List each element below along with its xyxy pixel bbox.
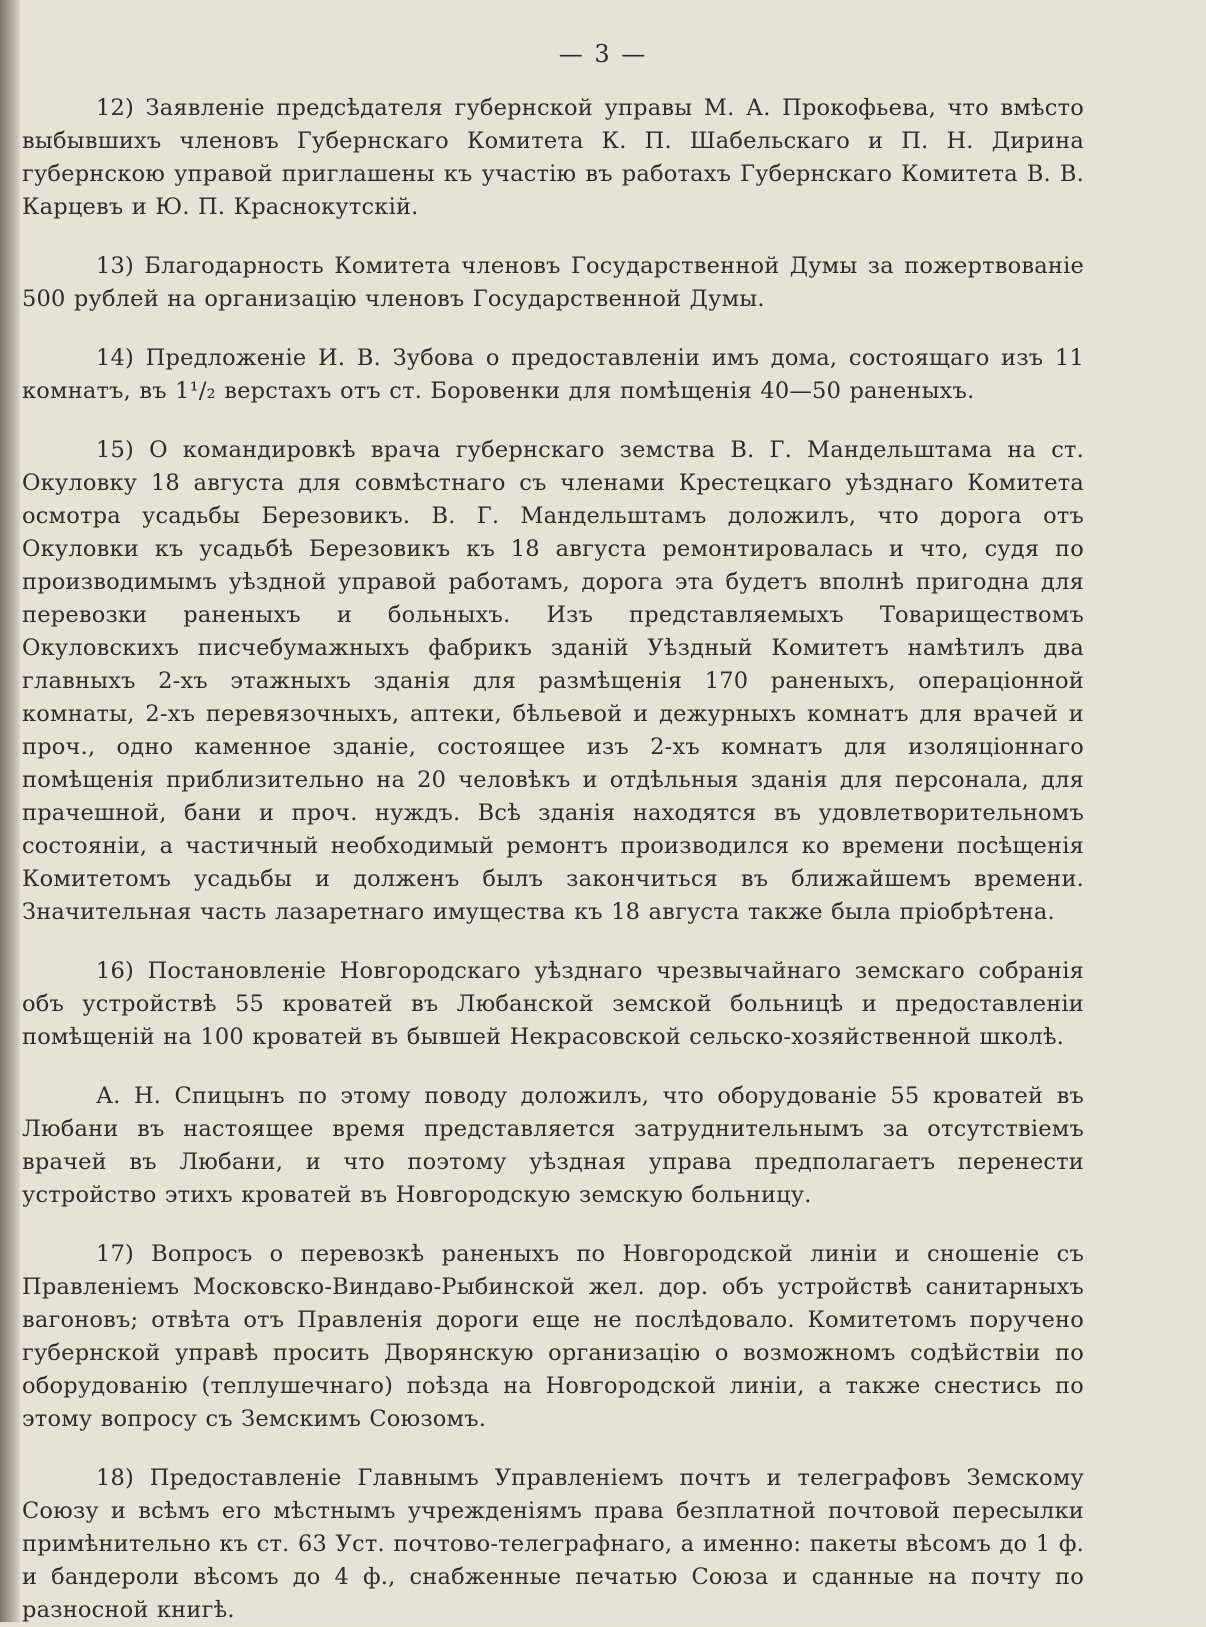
book-spine-shadow (0, 0, 20, 1622)
paragraph-item-16: 16) Постановленіе Новгородскаго уѣзднаго чрезвычайнаго земскаго собранія объ устройствѣ 55 кроватей въ Любанской земской больницѣ и предоставленіи помѣщеній на 100 кроватей въ бывшей Некрасовской сельско-хозяйственной школѣ. (22, 958, 1084, 1050)
paragraph-item-17: 17) Вопросъ о перевозкѣ раненыхъ по Новгородской линіи и сношеніе съ Правленіемъ Московско-Виндаво-Рыбинской жел. дор. объ устройствѣ санитарныхъ вагоновъ; отвѣта отъ Правленія дороги еще не послѣдовало. Комитетомъ поручено губернской управѣ просить Дворянскую организацію о возможномъ содѣйствіи по оборудованію (теплушечнаго) поѣзда на Новгородской линіи, а также снестись по этому вопросу съ Земскимъ Союзомъ. (22, 1241, 1084, 1432)
paragraph-item-12: 12) Заявленіе предсѣдателя губернской управы М. А. Прокофьева, что вмѣсто выбывшихъ членовъ Губернскаго Комитета К. П. Шабельскаго и П. Н. Дирина губернскою управой приглашены къ участію въ работахъ Губернскаго Комитета В. В. Карцевъ и Ю. П. Краснокутскій. (22, 95, 1084, 220)
paragraph-item-18: 18) Предоставленіе Главнымъ Управленіемъ почтъ и телеграфовъ Земскому Союзу и всѣмъ его мѣстнымъ учрежденіямъ права безплатной почтовой пересылки примѣнительно къ ст. 63 Уст. почтово-телеграфнаго, а именно: пакеты вѣсомъ до 1 ф. и бандероли вѣсомъ до 4 ф., снабженные печатью Союза и сданные на почту по разносной книгѣ. (22, 1465, 1084, 1623)
page-number: — 3 — (558, 40, 648, 68)
paragraph-item-15: 15) О командировкѣ врача губернскаго земства В. Г. Мандельштама на ст. Окуловку 18 августа для совмѣстнаго съ членами Крестецкаго уѣзднаго Комитета осмотра усадьбы Березовикъ. В. Г. Мандельштамъ доложилъ, что дорога отъ Окуловки къ усадьбѣ Березовикъ къ 18 августа ремонтировалась и что, судя по производимымъ уѣздной управой работамъ, дорога эта будетъ вполнѣ пригодна для перевозки раненыхъ и больныхъ. Изъ представляемыхъ Товариществомъ Окуловскихъ писчебумажныхъ фабрикъ зданій Уѣздный Комитетъ намѣтилъ два главныхъ 2-хъ этажныхъ зданія для размѣщенія 170 раненыхъ, операціонной комнаты, 2-хъ перевязочныхъ, аптеки, бѣльевой и дежурныхъ комнатъ для врачей и проч., одно каменное зданіе, состоящее изъ 2-хъ комнатъ для изоляціоннаго помѣщенія приблизительно на 20 человѣкъ и отдѣльныя зданія для персонала, для прачешной, бани и проч. нуждъ. Всѣ зданія находятся въ удовлетворительномъ состояніи, а частичный необходимый ремонтъ производился ко времени посѣщенія Комитетомъ усадьбы и долженъ былъ закончиться въ ближайшемъ времени. Значительная часть лазаретнаго имущества къ 18 августа также была пріобрѣтена. (22, 437, 1084, 925)
paragraph-item-16-report: А. Н. Спицынъ по этому поводу доложилъ, что оборудованіе 55 кроватей въ Любани въ настоящее время представляется затруднительнымъ за отсутствіемъ врачей въ Любани, и что поэтому уѣздная управа предполагаетъ перенести устройство этихъ кроватей въ Новгородскую земскую больницу. (22, 1083, 1084, 1208)
paragraph-item-14: 14) Предложеніе И. В. Зубова о предоставленіи имъ дома, состоящаго изъ 11 комнатъ, въ 1¹/₂ верстахъ отъ ст. Боровенки для помѣщенія 40—50 раненыхъ. (22, 345, 1084, 404)
page-body (22, 92, 1084, 1627)
paragraph-item-13: 13) Благодарность Комитета членовъ Государственной Думы за пожертвованіе 500 рублей на организацію членовъ Государственной Думы. (22, 253, 1084, 312)
